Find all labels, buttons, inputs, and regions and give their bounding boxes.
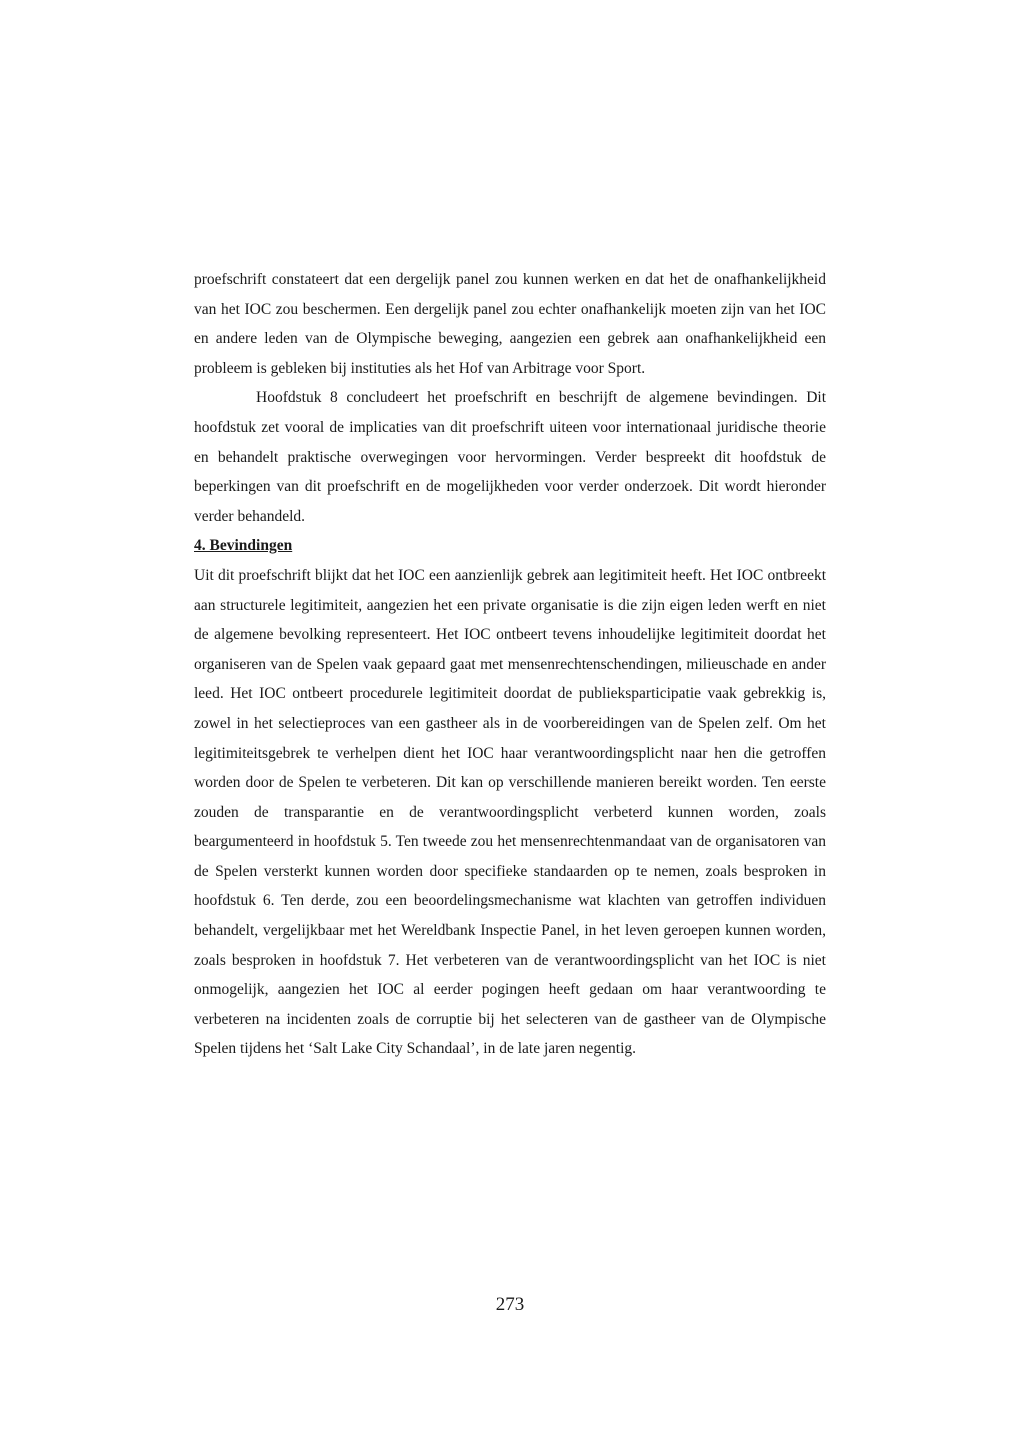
body-text [194,265,826,1064]
section-heading: 4. Bevindingen [194,537,293,555]
page-number: 273 [495,1294,525,1315]
paragraph-findings: Uit dit proefschrift blijkt dat het IOC een aanzienlijk gebrek aan legitimiteit heeft. Het IOC ontbreekt aan structurele legitimiteit, aangezien het een private organisatie is die zijn eigen leden werft en niet de algemene bevolking representeert. Het IOC ontbeert tevens inhoudelijke legitimiteit doordat het organiseren van de Spelen vaak gepaard gaat met mensenrechtenschendingen, milieuschade en ander leed. Het IOC ontbeert procedurele legitimiteit doordat de publieksparticipatie vaak gebrekkig is, zowel in het selectieproces van een gastheer als in de voorbereidingen van de Spelen zelf. Om het legitimiteitsgebrek te verhelpen dient het IOC haar verantwoordingsplicht naar hen die getroffen worden door de Spelen te verbeteren. Dit kan op verschillende manieren bereikt worden. Ten eerste zouden de transparantie en de verantwoordingsplicht verbeterd kunnen worden, zoals beargumenteerd in hoofdstuk 5. Ten tweede zou het mensenrechtenmandaat van de organisatoren van de Spelen versterkt kunnen worden door specifieke standaarden op te nemen, zoals besproken in hoofdstuk 6. Ten derde, zou een beoordelingsmechanisme wat klachten van getroffen individuen behandelt, vergelijkbaar met het Wereldbank Inspectie Panel, in het leven geroepen kunnen worden, zoals besproken in hoofdstuk 7. Het verbeteren van de verantwoordingsplicht van het IOC is niet onmogelijk, aangezien het IOC al eerder pogingen heeft gedaan om haar verantwoording te verbeteren na incidenten zoals de corruptie bij het selecteren van de gastheer van de Olympische Spelen tijdens het ‘Salt Lake City Schandaal’, in de late jaren negentig. [194,566,826,1058]
paragraph-chapter-8: Hoofdstuk 8 concludeert het proefschrift en beschrijft de algemene bevindingen. Dit hoofdstuk zet vooral de implicaties van dit proefschrift uiteen voor internationaal juridische theorie en behandelt praktische overwegingen voor hervormingen. Verder bespreekt dit hoofdstuk de beperkingen van dit proefschrift en de mogelijkheden voor verder onderzoek. Dit wordt hieronder verder behandeld. [194,389,826,525]
paragraph-continuation: proefschrift constateert dat een dergelijk panel zou kunnen werken en dat het de onafhankelijkheid van het IOC zou beschermen. Een dergelijk panel zou echter onafhankelijk moeten zijn van het IOC en andere leden van de Olympische beweging, aangezien een gebrek aan onafhankelijkheid een probleem is gebleken bij instituties als het Hof van Arbitrage voor Sport. [194,271,826,377]
